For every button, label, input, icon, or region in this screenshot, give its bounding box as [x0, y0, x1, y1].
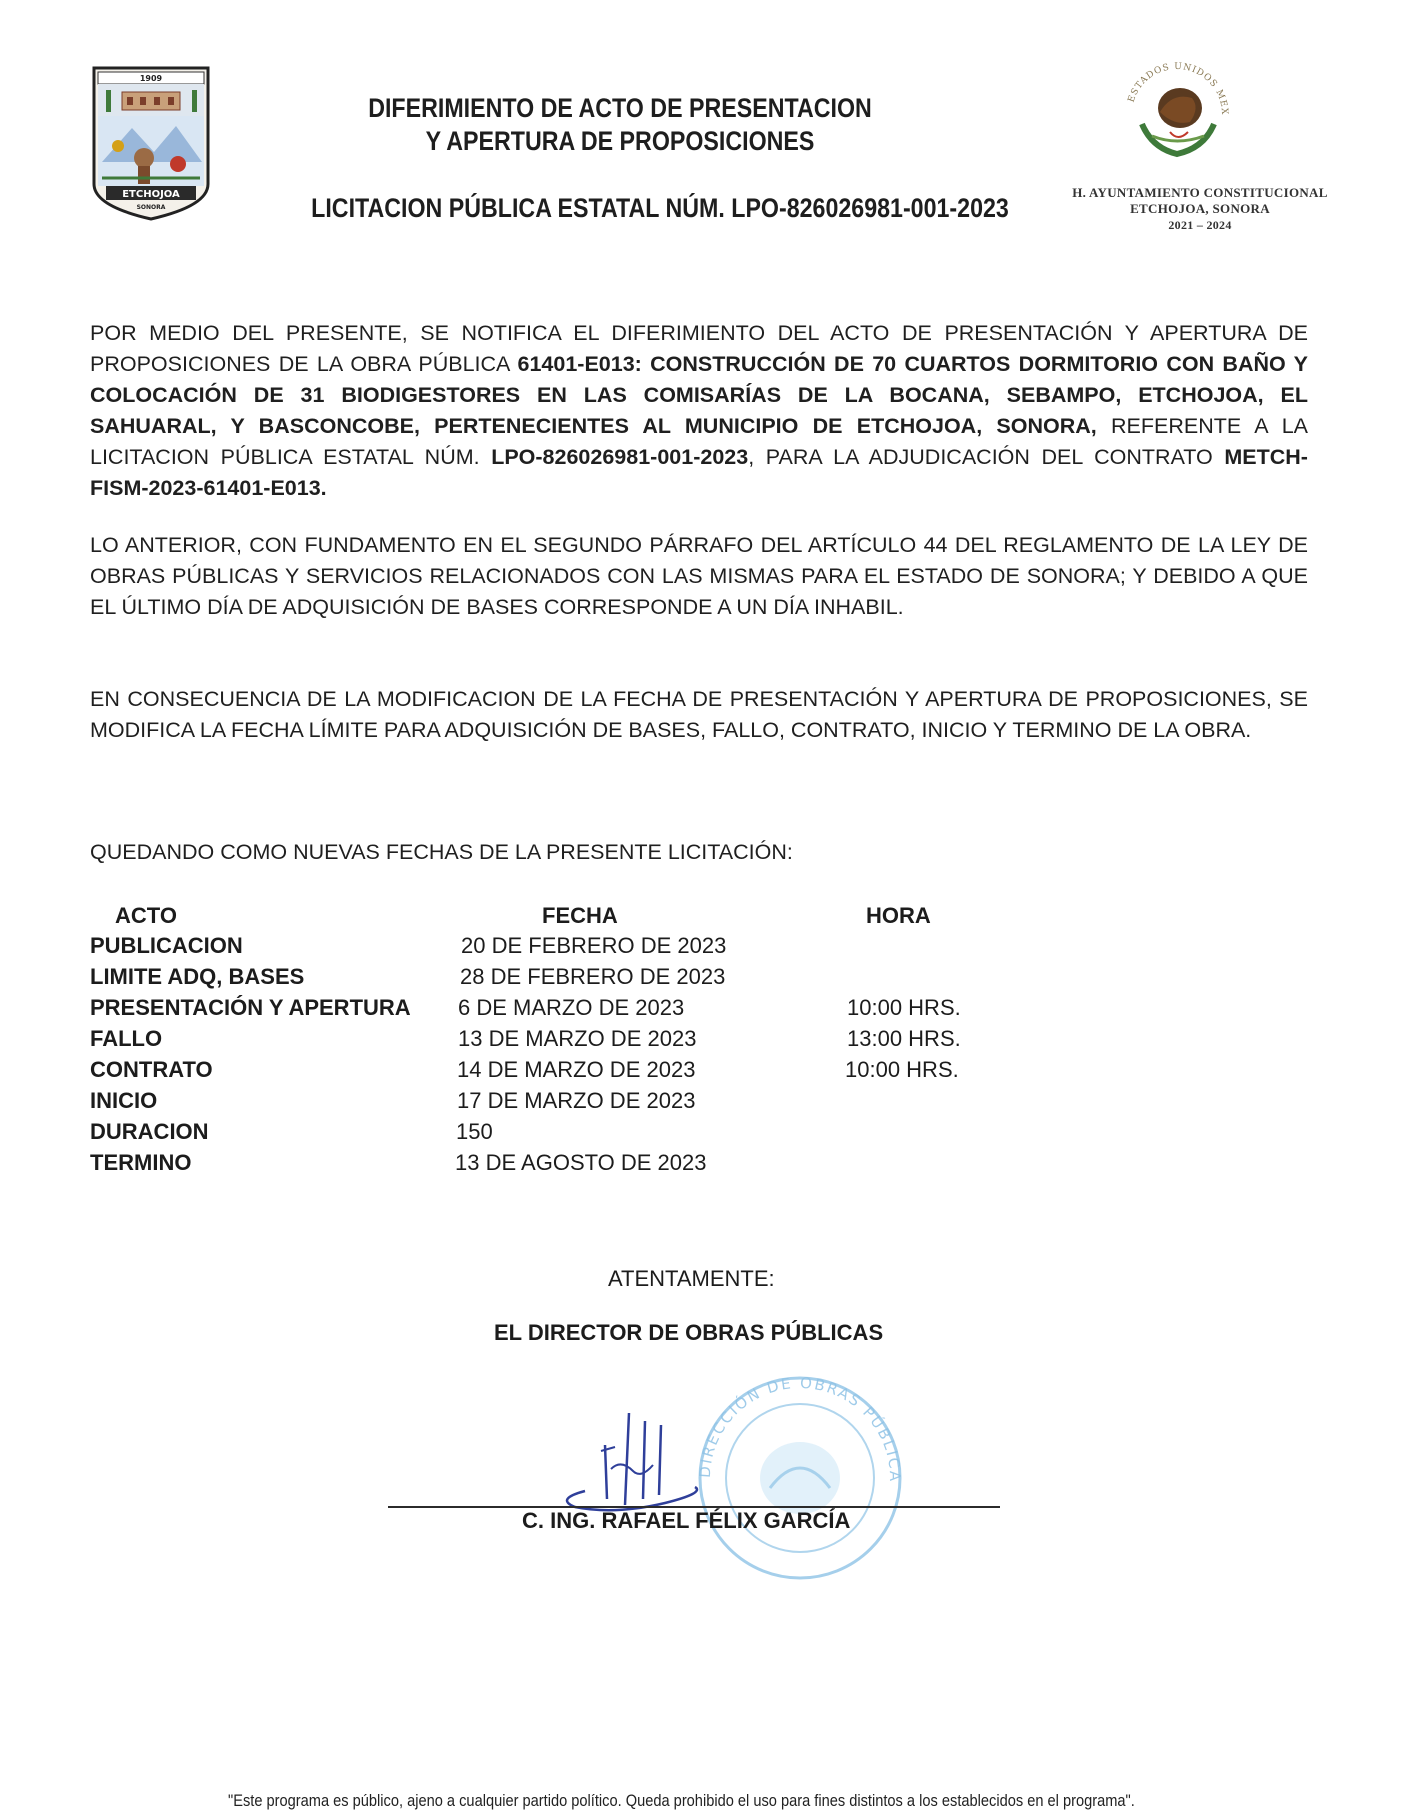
p1-text-a: POR MEDIO DEL PRESENTE, SE NOTIFICA EL DIFERIMIENTO DEL ACTO DE PRESENTACIÓN Y APERTURA DE PROPOSICIONES DE LA OBRA PÚBLICA: [90, 321, 1308, 376]
schedule-fecha: 150: [456, 1119, 493, 1144]
schedule-row: [0, 1026, 1406, 1057]
schedule-fecha: 17 DE MARZO DE 2023: [457, 1088, 696, 1113]
schedule-acto: LIMITE ADQ, BASES: [90, 964, 305, 989]
schedule-acto: DURACION: [90, 1119, 209, 1144]
svg-text:DIRECCIÓN DE OBRAS PÚBLICAS MU: DIRECCIÓN DE OBRAS PÚBLICA: [695, 1373, 905, 1484]
p1-tender-number: LPO-826026981-001-2023: [491, 445, 749, 469]
national-coat-of-arms-seal: [1112, 52, 1242, 172]
schedule-acto: INICIO: [90, 1088, 158, 1113]
notification-paragraph: [90, 318, 1308, 504]
schedule-row: [0, 995, 1406, 1026]
p1-contract-number: METCH-FISM-2023-61401-E013.: [90, 445, 1308, 500]
schedule-row: [0, 1150, 1406, 1181]
schedule-row: [0, 964, 1406, 995]
closing-atentamente: ATENTAMENTE:: [608, 1266, 775, 1291]
signer-name: C. ING. RAFAEL FÉLIX GARCÍA: [522, 1508, 851, 1533]
schedule-acto: TERMINO: [90, 1150, 192, 1175]
schedule-header-fecha: FECHA: [542, 903, 618, 928]
schedule-row: [0, 1119, 1406, 1150]
schedule-fecha: 13 DE MARZO DE 2023: [458, 1026, 697, 1051]
schedule-fecha: 14 DE MARZO DE 2023: [457, 1057, 696, 1082]
schedule-acto: PUBLICACION: [90, 933, 243, 958]
tender-number: LICITACION PÚBLICA ESTATAL NÚM. LPO-826026981-001-2023: [311, 193, 1009, 223]
schedule-acto: CONTRATO: [90, 1057, 213, 1082]
schedule-row: [0, 933, 1406, 964]
document-title: [362, 92, 878, 158]
logo-town-name: ETCHOJOA: [122, 189, 180, 200]
schedule-acto: FALLO: [90, 1026, 163, 1051]
schedule-fecha: 20 DE FEBRERO DE 2023: [461, 933, 727, 958]
municipal-coat-of-arms-logo: [92, 66, 210, 221]
ayuntamiento-line-2: ETCHOJOA, SONORA: [1130, 201, 1270, 216]
schedule-fecha: 6 DE MARZO DE 2023: [458, 995, 685, 1020]
schedule-row: [0, 1088, 1406, 1119]
schedule-hora: 13:00 HRS.: [847, 1026, 961, 1051]
p1-project-name: 61401-E013: CONSTRUCCIÓN DE 70 CUARTOS DORMITORIO CON BAÑO Y COLOCACIÓN DE 31 BIODIGESTORES EN LAS COMISARÍAS DE LA BOCANA, SEBAMPO, ETCHOJOA, EL SAHUARAL, Y BASCONCOBE, PERTENECIENTES AL MUNICIPIO DE ETCHOJOA, SONORA,: [90, 352, 1309, 438]
schedule-fecha: 13 DE AGOSTO DE 2023: [455, 1150, 707, 1175]
schedule-acto: PRESENTACIÓN Y APERTURA: [90, 995, 411, 1020]
ayuntamiento-years: 2021 – 2024: [1168, 218, 1232, 232]
consequence-paragraph: EN CONSECUENCIA DE LA MODIFICACION DE LA FECHA DE PRESENTACIÓN Y APERTURA DE PROPOSICIONES, SE MODIFICA LA FECHA LÍMITE PARA ADQUISICIÓN DE BASES, FALLO, CONTRATO, INICIO Y TERMINO DE LA OBRA.: [90, 687, 1308, 742]
ayuntamiento-caption: [1050, 185, 1350, 233]
legal-basis-paragraph: LO ANTERIOR, CON FUNDAMENTO EN EL SEGUNDO PÁRRAFO DEL ARTÍCULO 44 DEL REGLAMENTO DE LA LEY DE OBRAS PÚBLICAS Y SERVICIOS RELACIONADOS CON LAS MISMAS PARA EL ESTADO DE SONORA; Y DEBIDO A QUE EL ÚLTIMO DÍA DE ADQUISICIÓN DE BASES CORRESPONDE A UN DÍA INHABIL.: [90, 533, 1308, 619]
schedule-header-hora: HORA: [866, 903, 931, 928]
logo-state-name: SONORA: [136, 204, 166, 211]
schedule-row: [0, 1057, 1406, 1088]
title-line-2: Y APERTURA DE PROPOSICIONES: [425, 126, 815, 156]
p1-text-c: REFERENTE A LA LICITACION PÚBLICA ESTATAL NÚM.: [90, 414, 1308, 469]
logo-year: 1909: [139, 74, 163, 83]
p1-text-e: , PARA LA ADJUDICACIÓN DEL CONTRATO: [748, 445, 1225, 469]
footer-disclaimer: "Este programa es público, ajeno a cualquier partido político. Queda prohibido el uso para fines distintos a los establecidos en el programa".: [228, 1791, 1135, 1810]
new-dates-intro: QUEDANDO COMO NUEVAS FECHAS DE LA PRESENTE LICITACIÓN:: [90, 840, 793, 864]
director-title: EL DIRECTOR DE OBRAS PÚBLICAS: [494, 1320, 884, 1345]
schedule-header-acto: ACTO: [115, 903, 177, 928]
schedule-hora: 10:00 HRS.: [845, 1057, 959, 1082]
ayuntamiento-line-1: H. AYUNTAMIENTO CONSTITUCIONAL: [1072, 185, 1328, 200]
schedule-fecha: 28 DE FEBRERO DE 2023: [460, 964, 726, 989]
schedule-hora: 10:00 HRS.: [847, 995, 961, 1020]
svg-text:ESTADOS UNIDOS MEXICANOS: ESTADOS UNIDOS MEX: [1126, 61, 1230, 116]
title-line-1: DIFERIMIENTO DE ACTO DE PRESENTACION: [368, 93, 872, 123]
